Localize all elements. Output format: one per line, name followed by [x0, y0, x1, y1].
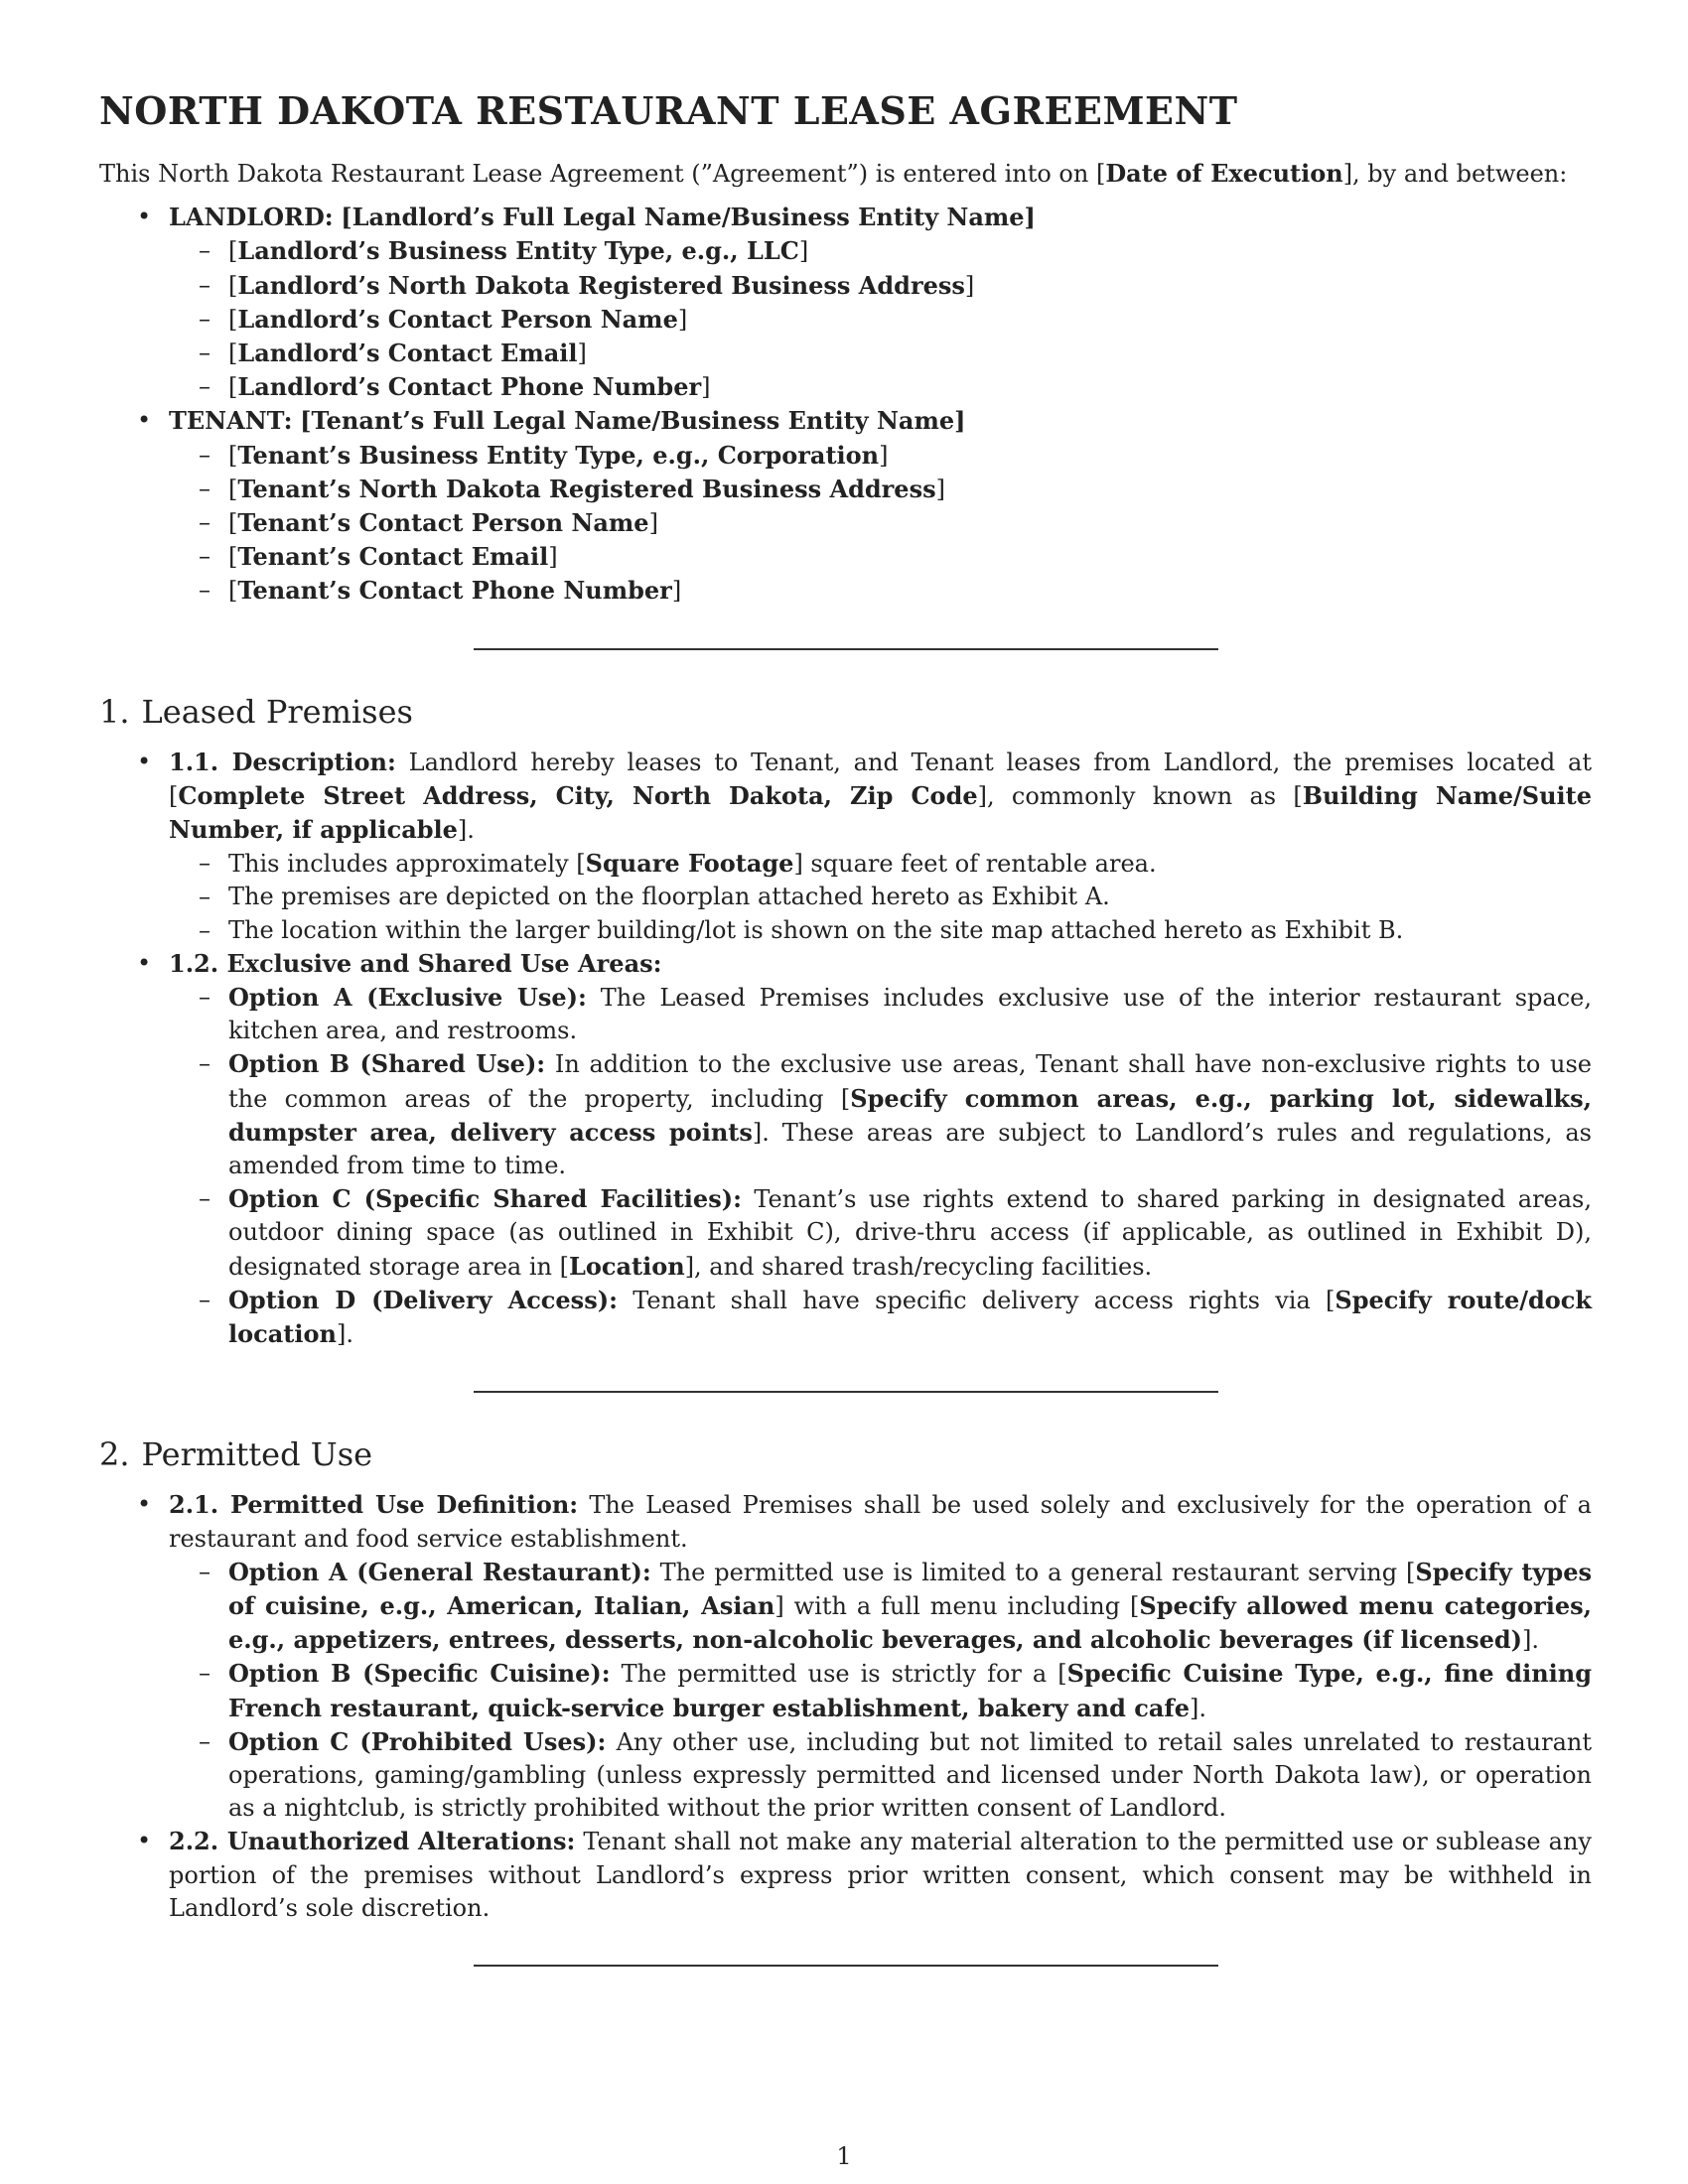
- clause-1-1: • 1.1. Description: Landlord hereby leases to Tenant, and Tenant leases from Landlord, the premises located at [Complete Street Address, City, North Dakota, Zip Code], commonly known as [Building Name/Suite Number, if applicable]. – This includes approximately [Square Footage] square feet of rentable area. – The premises are depicted on the floorplan attached hereto as Exhibit A. – The location within the larger building/lot is shown on the site map attached hereto as Exhibit B.: [99, 746, 1592, 947]
- page-number: 1: [836, 2142, 852, 2170]
- landlord-name: [Landlord’s Full Legal Name/Business Entity Name]: [341, 203, 1036, 232]
- landlord-details: [169, 234, 1592, 404]
- intro-text-end: ], by and between:: [1342, 160, 1568, 188]
- intro-paragraph: [99, 157, 1592, 191]
- square-footage-placeholder: Square Footage: [585, 849, 794, 879]
- option-d: – Option D (Delivery Access): Tenant shall have specific delivery access rights via [Specify route/dock location].: [169, 1284, 1592, 1351]
- clause-label: 2.1. Permitted Use Definition:: [169, 1490, 579, 1520]
- landlord-label: LANDLORD:: [169, 203, 334, 232]
- clause-label: 1.2. Exclusive and Shared Use Areas:: [169, 948, 662, 978]
- tenant-details: [169, 439, 1592, 609]
- intro-text: This North Dakota Restaurant Lease Agreement (”Agreement”) is entered into on [: [99, 160, 1106, 188]
- option-b: – Option B (Specific Cuisine): The permitted use is strictly for a [Specific Cuisine Type, e.g., fine dining French restaurant, quick-service burger establishment, bakery and cafe].: [169, 1657, 1592, 1724]
- horizontal-divider: [474, 1391, 1218, 1393]
- building-placeholder: Building Name/Suite Number, if applicable: [169, 780, 1593, 845]
- landlord-detail: – [Landlord’s Contact Email]: [169, 337, 1592, 370]
- tenant-detail: – [Tenant’s Business Entity Type, e.g., Corporation]: [169, 439, 1592, 473]
- clause-label: 2.2. Unauthorized Alterations:: [169, 1827, 576, 1856]
- list-item: – The premises are depicted on the floorplan attached hereto as Exhibit A.: [169, 881, 1592, 913]
- option-b: – Option B (Shared Use): In addition to the exclusive use areas, Tenant shall have non-exclusive rights to use the common areas of the property, including [Specify common areas, e.g., parking lot, sidewalks, dumpster area, delivery access points]. These areas are subject to Landlord’s rules and regulations, as amended from time to time.: [169, 1047, 1592, 1182]
- option-c: – Option C (Prohibited Uses): Any other use, including but not limited to retail sales unrelated to restaurant operations, gaming/gambling (unless expressly permitted and licensed under North Dakota law), or operation as a nightclub, is strictly prohibited without the prior written consent of Landlord.: [169, 1725, 1592, 1826]
- horizontal-divider: [474, 648, 1218, 650]
- document-page: [99, 87, 1592, 1967]
- document-title: NORTH DAKOTA RESTAURANT LEASE AGREEMENT: [99, 88, 1238, 133]
- tenant-party: [99, 404, 1592, 608]
- list-item: – This includes approximately [Square Footage] square feet of rentable area.: [169, 847, 1592, 881]
- option-c: – Option C (Specific Shared Facilities): Tenant’s use rights extend to shared parking in designated areas, outdoor dining space (as outlined in Exhibit C), drive-thru access (if applicable, as outlined in Exhibit D), designated storage area in [Location], and shared trash/recycling facilities.: [169, 1182, 1592, 1284]
- tenant-label: TENANT:: [169, 406, 293, 436]
- landlord-detail: – [Landlord’s North Dakota Registered Business Address]: [169, 269, 1592, 303]
- landlord-detail: – [Landlord’s Business Entity Type, e.g., LLC]: [169, 234, 1592, 268]
- clause-2-1-options: [169, 1556, 1592, 1826]
- tenant-detail: – [Tenant’s North Dakota Registered Business Address]: [169, 473, 1592, 506]
- tenant-detail: – [Tenant’s Contact Email]: [169, 540, 1592, 574]
- clause-1-2: [99, 947, 1592, 1351]
- option-a: – Option A (General Restaurant): The permitted use is limited to a general restaurant serving [Specify types of cuisine, e.g., American, Italian, Asian] with a full menu including [Specify allowed menu categories, e.g., appetizers, entrees, desserts, non-alcoholic beverages, and alcoholic beverages (if licensed)].: [169, 1556, 1592, 1658]
- horizontal-divider: [474, 1965, 1218, 1967]
- section-1-list: [99, 746, 1592, 1352]
- option-a: – Option A (Exclusive Use): The Leased Premises includes exclusive use of the interior restaurant space, kitchen area, and restrooms.: [169, 981, 1592, 1047]
- section-2-heading: 2. Permitted Use: [99, 1435, 373, 1474]
- clause-2-2: • 2.2. Unauthorized Alterations: Tenant shall not make any material alteration to the permitted use or sublease any portion of the premises without Landlord’s express prior written consent, which consent may be withheld in Landlord’s sole discretion.: [99, 1825, 1592, 1925]
- execution-date-placeholder: Date of Execution: [1105, 159, 1343, 188]
- tenant-name: [Tenant’s Full Legal Name/Business Entity Name]: [300, 406, 966, 436]
- parties-list: [99, 201, 1592, 608]
- landlord-detail: – [Landlord’s Contact Person Name]: [169, 303, 1592, 337]
- section-1-heading: 1. Leased Premises: [99, 692, 413, 731]
- landlord-party: [99, 201, 1592, 404]
- clause-label: 1.1. Description:: [169, 747, 396, 776]
- clause-2-1: • 2.1. Permitted Use Definition: The Leased Premises shall be used solely and exclusively for the operation of a restaurant and food service establishment. – Option A (General Restaurant): The permitted use is limited to a general restaurant serving [Specify types of cuisine, e.g., American, Italian, Asian] with a full menu including [Specify allowed menu categories, e.g., appetizers, entrees, desserts, non-alcoholic beverages, and alcoholic beverages (if licensed)]. – Option B (Specific Cuisine): The permitted use is strictly for a [Specific Cuisine Type, e.g., fine dining French restaurant, quick-service burger establishment, bakery and cafe]. – Option C (Prohibited Uses): Any other use, including but not limited to retail sales unrelated to restaurant operations, gaming/gambling (unless expressly permitted and licensed under North Dakota law), or operation as a nightclub, is strictly prohibited without the prior written consent of Landlord.: [99, 1488, 1592, 1825]
- section-2-list: [99, 1488, 1592, 1925]
- tenant-detail: – [Tenant’s Contact Phone Number]: [169, 574, 1592, 608]
- landlord-detail: – [Landlord’s Contact Phone Number]: [169, 370, 1592, 404]
- clause-1-1-details: [169, 847, 1592, 947]
- address-placeholder: Complete Street Address, City, North Dakota, Zip Code: [178, 780, 978, 810]
- list-item: – The location within the larger building/lot is shown on the site map attached hereto as Exhibit B.: [169, 914, 1592, 947]
- clause-1-2-options: [169, 981, 1592, 1351]
- tenant-detail: – [Tenant’s Contact Person Name]: [169, 506, 1592, 540]
